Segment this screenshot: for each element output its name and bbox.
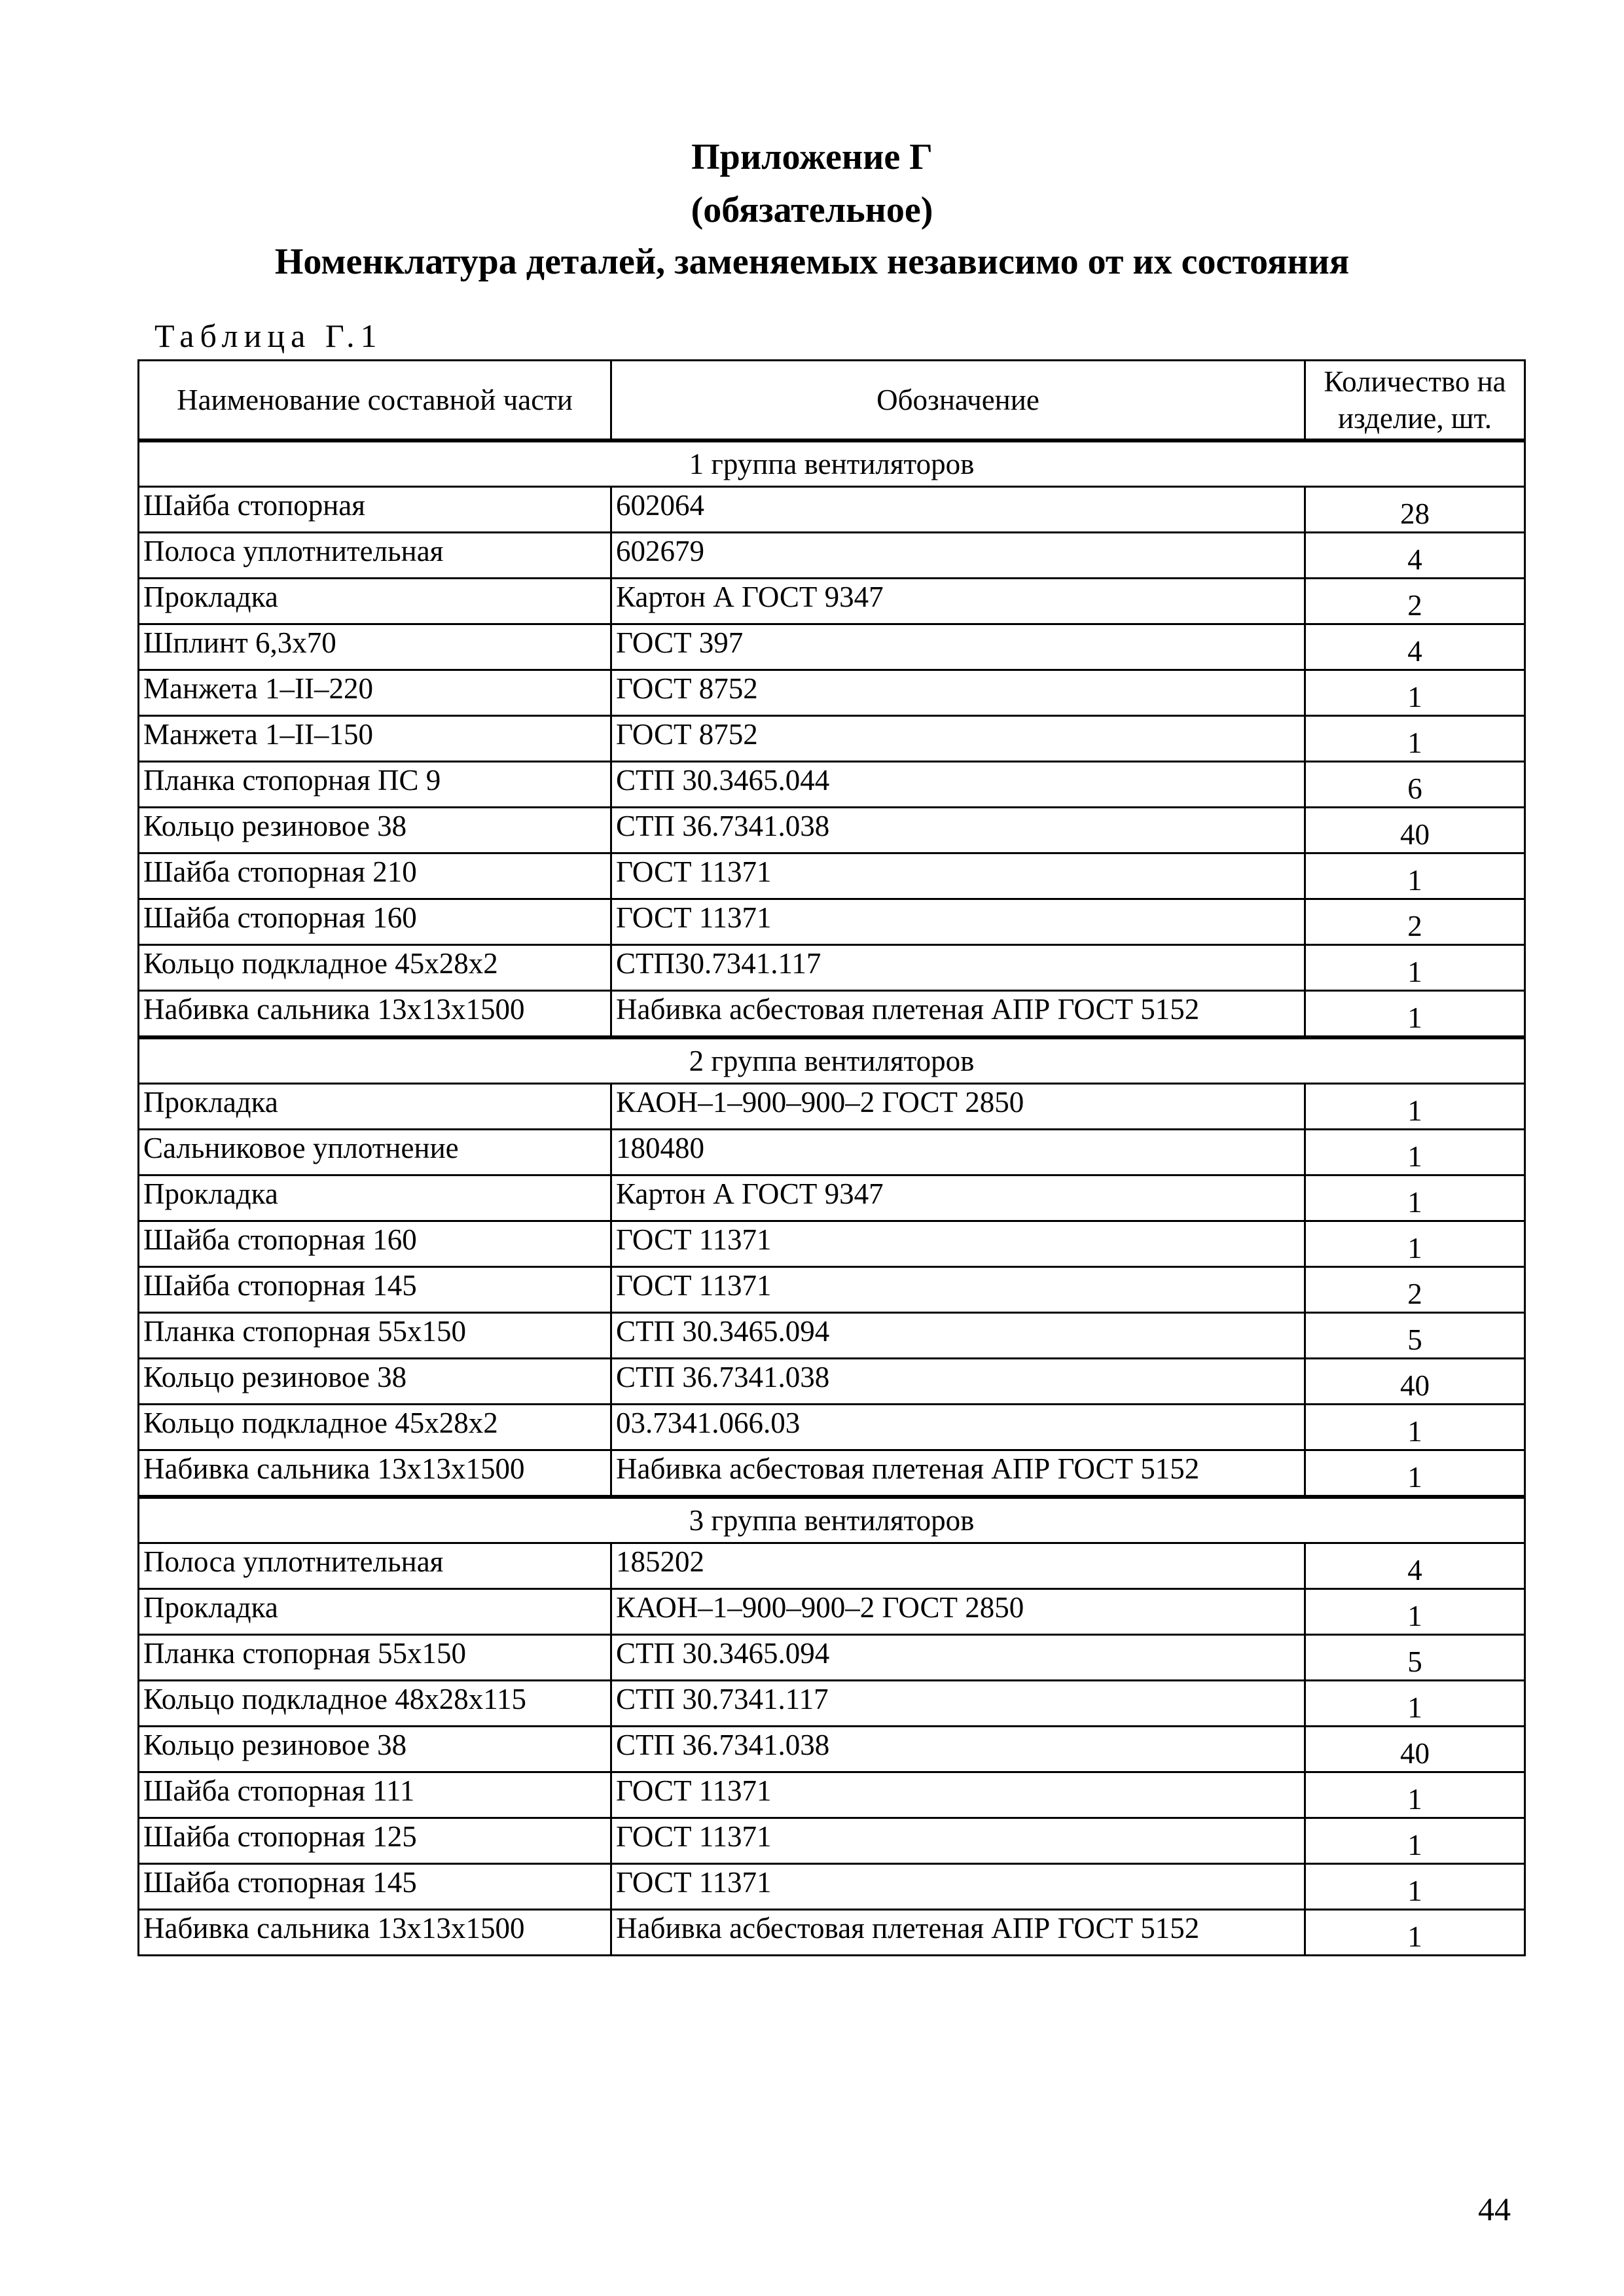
group-header-row [139, 1039, 1525, 1084]
part-name-cell: Кольцо резиновое 38 [139, 1727, 611, 1772]
table-body [139, 440, 1525, 1956]
designation-cell: ГОСТ 11371 [611, 1772, 1305, 1818]
table-row [139, 1543, 1525, 1589]
designation-cell: СТП 30.3465.044 [611, 762, 1305, 808]
part-name-cell: Полоса уплотнительная [139, 1543, 611, 1589]
table-row [139, 533, 1525, 579]
table-row [139, 1772, 1525, 1818]
designation-cell: Набивка асбестовая плетеная АПР ГОСТ 5152 [611, 1450, 1305, 1496]
table-row [139, 945, 1525, 991]
quantity-cell: 5 [1305, 1313, 1525, 1359]
quantity-cell: 4 [1305, 533, 1525, 579]
table-row [139, 1589, 1525, 1635]
quantity-cell: 4 [1305, 624, 1525, 670]
designation-cell: СТП 36.7341.038 [611, 808, 1305, 853]
quantity-cell: 1 [1305, 991, 1525, 1037]
quantity-cell: 40 [1305, 808, 1525, 853]
designation-cell: КАОН–1–900–900–2 ГОСТ 2850 [611, 1589, 1305, 1635]
quantity-cell: 1 [1305, 945, 1525, 991]
designation-cell: КАОН–1–900–900–2 ГОСТ 2850 [611, 1084, 1305, 1130]
part-name-cell: Кольцо резиновое 38 [139, 808, 611, 853]
table-row [139, 1084, 1525, 1130]
table-row [139, 1405, 1525, 1450]
table-row [139, 579, 1525, 624]
part-name-cell: Планка стопорная ПС 9 [139, 762, 611, 808]
table-row [139, 808, 1525, 853]
part-name-cell: Кольцо подкладное 45х28х2 [139, 945, 611, 991]
column-header-designation: Обозначение [611, 361, 1305, 440]
table-row [139, 853, 1525, 899]
table-row [139, 716, 1525, 762]
quantity-cell: 1 [1305, 1405, 1525, 1450]
designation-cell: 602064 [611, 487, 1305, 533]
table-row [139, 899, 1525, 945]
table-row [139, 1267, 1525, 1313]
part-name-cell: Прокладка [139, 1589, 611, 1635]
quantity-cell: 1 [1305, 716, 1525, 762]
table-row [139, 1450, 1525, 1496]
quantity-cell: 2 [1305, 1267, 1525, 1313]
designation-cell: Набивка асбестовая плетеная АПР ГОСТ 5152 [611, 1910, 1305, 1956]
table-row [139, 1635, 1525, 1681]
part-name-cell: Шайба стопорная 145 [139, 1864, 611, 1910]
quantity-cell: 1 [1305, 853, 1525, 899]
designation-cell: 185202 [611, 1543, 1305, 1589]
group-title: 1 группа вентиляторов [139, 442, 1525, 487]
table-caption: Таблица Г.1 [154, 317, 383, 354]
table-row [139, 670, 1525, 716]
part-name-cell: Шайба стопорная 111 [139, 1772, 611, 1818]
quantity-cell: 2 [1305, 579, 1525, 624]
quantity-cell: 1 [1305, 1772, 1525, 1818]
table-header-row [139, 361, 1525, 440]
designation-cell: СТП 36.7341.038 [611, 1359, 1305, 1405]
designation-cell: 180480 [611, 1130, 1305, 1175]
designation-cell: Картон А ГОСТ 9347 [611, 579, 1305, 624]
designation-cell: 03.7341.066.03 [611, 1405, 1305, 1450]
quantity-cell: 1 [1305, 1175, 1525, 1221]
table-row [139, 1727, 1525, 1772]
table-row [139, 487, 1525, 533]
part-name-cell: Кольцо подкладное 45х28х2 [139, 1405, 611, 1450]
part-name-cell: Шайба стопорная 125 [139, 1818, 611, 1864]
part-name-cell: Шайба стопорная 145 [139, 1267, 611, 1313]
part-name-cell: Прокладка [139, 1084, 611, 1130]
part-name-cell: Шплинт 6,3х70 [139, 624, 611, 670]
designation-cell: СТП 30.3465.094 [611, 1635, 1305, 1681]
quantity-cell: 1 [1305, 670, 1525, 716]
quantity-cell: 6 [1305, 762, 1525, 808]
quantity-cell: 1 [1305, 1681, 1525, 1727]
designation-cell: ГОСТ 11371 [611, 1221, 1305, 1267]
designation-cell: СТП 36.7341.038 [611, 1727, 1305, 1772]
part-name-cell: Кольцо подкладное 48х28х115 [139, 1681, 611, 1727]
part-name-cell: Набивка сальника 13х13х1500 [139, 1910, 611, 1956]
part-name-cell: Планка стопорная 55х150 [139, 1635, 611, 1681]
group-title: 3 группа вентиляторов [139, 1498, 1525, 1543]
quantity-cell: 4 [1305, 1543, 1525, 1589]
part-name-cell: Манжета 1–II–150 [139, 716, 611, 762]
quantity-cell: 1 [1305, 1450, 1525, 1496]
designation-cell: ГОСТ 8752 [611, 670, 1305, 716]
part-name-cell: Полоса уплотнительная [139, 533, 611, 579]
designation-cell: ГОСТ 11371 [611, 1818, 1305, 1864]
quantity-cell: 2 [1305, 899, 1525, 945]
part-name-cell: Манжета 1–II–220 [139, 670, 611, 716]
part-name-cell: Прокладка [139, 579, 611, 624]
group-title: 2 группа вентиляторов [139, 1039, 1525, 1084]
table-row [139, 1681, 1525, 1727]
part-name-cell: Кольцо резиновое 38 [139, 1359, 611, 1405]
designation-cell: 602679 [611, 533, 1305, 579]
part-name-cell: Сальниковое уплотнение [139, 1130, 611, 1175]
appendix-status: (обязательное) [691, 190, 933, 230]
designation-cell: СТП30.7341.117 [611, 945, 1305, 991]
quantity-cell: 1 [1305, 1130, 1525, 1175]
part-name-cell: Прокладка [139, 1175, 611, 1221]
table-row [139, 1910, 1525, 1956]
quantity-cell: 40 [1305, 1727, 1525, 1772]
designation-cell: ГОСТ 11371 [611, 853, 1305, 899]
table-row [139, 762, 1525, 808]
designation-cell: ГОСТ 397 [611, 624, 1305, 670]
quantity-cell: 1 [1305, 1589, 1525, 1635]
part-name-cell: Шайба стопорная [139, 487, 611, 533]
parts-table [137, 359, 1526, 1956]
column-header-quantity: Количество на изделие, шт. [1305, 361, 1525, 440]
designation-cell: ГОСТ 11371 [611, 1267, 1305, 1313]
designation-cell: СТП 30.7341.117 [611, 1681, 1305, 1727]
table-row [139, 1359, 1525, 1405]
table-row [139, 1313, 1525, 1359]
table-row [139, 624, 1525, 670]
part-name-cell: Шайба стопорная 160 [139, 899, 611, 945]
designation-cell: СТП 30.3465.094 [611, 1313, 1305, 1359]
part-name-cell: Шайба стопорная 160 [139, 1221, 611, 1267]
table-row [139, 1818, 1525, 1864]
quantity-cell: 1 [1305, 1818, 1525, 1864]
appendix-title: Приложение Г [691, 137, 933, 177]
table-row [139, 1864, 1525, 1910]
quantity-cell: 1 [1305, 1910, 1525, 1956]
quantity-cell: 5 [1305, 1635, 1525, 1681]
group-header-row [139, 442, 1525, 487]
designation-cell: Картон А ГОСТ 9347 [611, 1175, 1305, 1221]
column-header-name: Наименование составной части [139, 361, 611, 440]
designation-cell: ГОСТ 11371 [611, 899, 1305, 945]
designation-cell: ГОСТ 8752 [611, 716, 1305, 762]
quantity-cell: 1 [1305, 1084, 1525, 1130]
part-name-cell: Набивка сальника 13х13х1500 [139, 991, 611, 1037]
part-name-cell: Шайба стопорная 210 [139, 853, 611, 899]
table-row [139, 1175, 1525, 1221]
designation-cell: Набивка асбестовая плетеная АПР ГОСТ 5152 [611, 991, 1305, 1037]
table-row [139, 991, 1525, 1037]
quantity-cell: 1 [1305, 1864, 1525, 1910]
page-number: 44 [1478, 2191, 1511, 2227]
part-name-cell: Набивка сальника 13х13х1500 [139, 1450, 611, 1496]
designation-cell: ГОСТ 11371 [611, 1864, 1305, 1910]
part-name-cell: Планка стопорная 55х150 [139, 1313, 611, 1359]
quantity-cell: 1 [1305, 1221, 1525, 1267]
table-row [139, 1221, 1525, 1267]
group-header-row [139, 1498, 1525, 1543]
quantity-cell: 40 [1305, 1359, 1525, 1405]
table-row [139, 1130, 1525, 1175]
quantity-cell: 28 [1305, 487, 1525, 533]
appendix-subject: Номенклатура деталей, заменяемых независимо от их состояния [274, 242, 1350, 282]
